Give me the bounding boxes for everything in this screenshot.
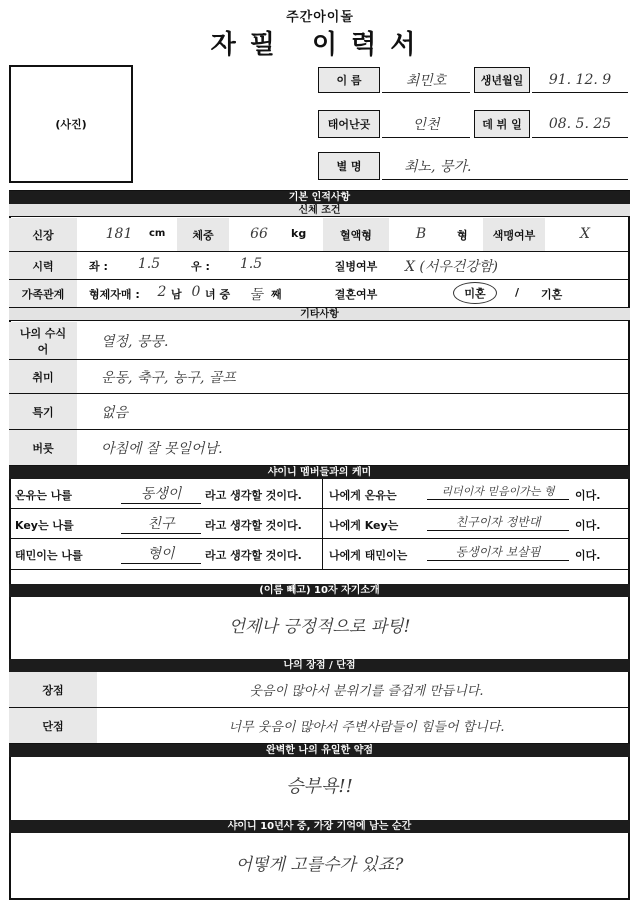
sons-count: 2 bbox=[157, 284, 167, 300]
chem-left-value: 친구 bbox=[121, 513, 201, 534]
colorblind-value: X bbox=[580, 226, 590, 242]
weakness-value: 승부욕!! bbox=[286, 776, 353, 797]
nickname-value: 최노, 뭉가. bbox=[382, 152, 628, 180]
chem-right-value: 리더이자 믿음이가는 형 bbox=[427, 483, 569, 500]
pros-label: 장점 bbox=[9, 672, 97, 707]
blood-label: 혈액형 bbox=[323, 218, 389, 251]
chem-left-label: 태민이는 나를 bbox=[15, 549, 83, 562]
sons-label: 남 bbox=[171, 288, 182, 301]
chemistry-row-2 bbox=[9, 509, 630, 539]
cons-label: 단점 bbox=[9, 708, 97, 743]
photo-placeholder bbox=[9, 65, 133, 183]
chem-left-label: 온유는 나를 bbox=[15, 489, 72, 502]
chem-right-value: 친구이자 정반대 bbox=[427, 513, 569, 531]
chem-divider bbox=[322, 539, 323, 569]
hobby-row bbox=[9, 360, 630, 394]
cons-value: 너무 웃음이 많아서 주변사람들이 힘들어 합니다. bbox=[228, 720, 505, 735]
chem-left-value: 형이 bbox=[121, 543, 201, 564]
daughters-count: 0 bbox=[191, 284, 201, 300]
chem-left-value: 동생이 bbox=[121, 483, 201, 504]
chemistry-row-3 bbox=[9, 539, 630, 570]
body-row-1 bbox=[9, 218, 630, 252]
section-memory-header: 샤이니 10년사 중, 가장 기억에 남는 순간 bbox=[9, 820, 630, 833]
modifier-row bbox=[9, 322, 630, 360]
chem-right-value: 동생이자 보살핌 bbox=[427, 543, 569, 561]
marriage-label: 결혼여부 bbox=[334, 287, 378, 301]
pros-value: 웃음이 많아서 분위기를 즐겁게 만듭니다. bbox=[249, 684, 484, 699]
marriage-single: 미혼 bbox=[453, 282, 497, 304]
nickname-label: 별 명 bbox=[318, 152, 380, 180]
chem-left-suffix: 라고 생각할 것이다. bbox=[205, 489, 302, 502]
body-row-3 bbox=[9, 280, 630, 308]
section-chemistry-header: 샤이니 멤버들과의 케미 bbox=[9, 466, 630, 479]
talent-label: 특기 bbox=[9, 394, 77, 429]
vision-left-value: 1.5 bbox=[137, 256, 161, 272]
section-basic-header: 기본 인적사항 bbox=[9, 191, 630, 204]
talent-row bbox=[9, 394, 630, 430]
birth-label: 생년월일 bbox=[474, 67, 530, 93]
chem-right-suffix: 이다. bbox=[575, 489, 601, 502]
chem-right-suffix: 이다. bbox=[575, 519, 601, 532]
vision-left-label: 좌 : bbox=[89, 260, 108, 273]
marriage-married: 기혼 bbox=[541, 288, 563, 301]
disease-label: 질병여부 bbox=[334, 259, 378, 273]
debut-value: 08. 5. 25 bbox=[532, 110, 628, 138]
talent-value: 없음 bbox=[101, 405, 129, 421]
chemistry-row-1 bbox=[9, 479, 630, 509]
weight-value: 66 bbox=[250, 226, 268, 242]
section-weakness-header: 완벽한 나의 유일한 약점 bbox=[9, 744, 630, 757]
chem-left-label: Key는 나를 bbox=[15, 519, 74, 532]
chem-left-suffix: 라고 생각할 것이다. bbox=[205, 519, 302, 532]
blood-unit: 형 bbox=[457, 229, 468, 242]
body-condition-header: 신체 조건 bbox=[9, 204, 630, 217]
hobby-value: 운동, 축구, 농구, 골프 bbox=[101, 370, 236, 386]
family-label: 가족관계 bbox=[9, 280, 77, 307]
habit-label: 버릇 bbox=[9, 430, 77, 465]
chem-right-label: 나에게 태민이는 bbox=[329, 549, 408, 562]
disease-value: X (서우건강함) bbox=[405, 259, 498, 275]
hobby-label: 취미 bbox=[9, 360, 77, 393]
height-unit: cm bbox=[149, 228, 166, 239]
siblings-label: 형제자매 : bbox=[89, 288, 140, 301]
chem-divider bbox=[322, 509, 323, 538]
chem-right-label: 나에게 온유는 bbox=[329, 489, 397, 502]
magazine-name: 주간아이돌 bbox=[286, 10, 354, 25]
vision-right-value: 1.5 bbox=[239, 256, 263, 272]
modifier-label: 나의 수식어 bbox=[9, 322, 77, 359]
daughters-label: 녀 중 bbox=[205, 288, 231, 301]
intro-value: 언제나 긍정적으로 파팅! bbox=[228, 617, 411, 637]
birth-order: 둘 bbox=[249, 287, 263, 303]
modifier-value: 열정, 뭉뭉. bbox=[101, 334, 169, 350]
section-other-header: 기타사항 bbox=[9, 308, 630, 321]
cons-row bbox=[9, 708, 630, 744]
vision-label: 시력 bbox=[9, 252, 77, 279]
debut-label: 데 뷔 일 bbox=[474, 110, 530, 138]
blood-value: B bbox=[415, 226, 427, 242]
body-row-2 bbox=[9, 252, 630, 280]
section-pros-header: 나의 장점 / 단점 bbox=[9, 659, 630, 672]
weight-unit: kg bbox=[291, 227, 307, 240]
vision-right-label: 우 : bbox=[191, 260, 210, 273]
birthplace-label: 태어난곳 bbox=[318, 110, 380, 138]
name-label: 이 름 bbox=[318, 67, 380, 93]
chem-right-suffix: 이다. bbox=[575, 549, 601, 562]
photo-label: (사진) bbox=[55, 118, 87, 131]
height-label: 신장 bbox=[9, 218, 77, 251]
pros-row bbox=[9, 672, 630, 708]
memory-value: 어떻게 고를수가 있죠? bbox=[235, 855, 404, 875]
colorblind-label: 색맹여부 bbox=[483, 218, 545, 251]
birth-value: 91. 12. 9 bbox=[532, 67, 628, 93]
weight-label: 체중 bbox=[177, 218, 229, 251]
chem-divider bbox=[322, 479, 323, 508]
section-intro-header: (이름 빼고) 10자 자기소개 bbox=[9, 584, 630, 597]
page-title: 자필 이력서 bbox=[210, 30, 430, 60]
habit-value: 아침에 잘 못일어남. bbox=[101, 441, 223, 457]
chem-left-suffix: 라고 생각할 것이다. bbox=[205, 549, 302, 562]
height-value: 181 bbox=[105, 226, 133, 242]
marriage-separator: / bbox=[515, 286, 520, 299]
name-value: 최민호 bbox=[382, 67, 470, 93]
habit-row bbox=[9, 430, 630, 466]
birthplace-value: 인천 bbox=[382, 110, 470, 138]
order-label: 째 bbox=[271, 288, 282, 301]
chem-right-label: 나에게 Key는 bbox=[329, 519, 399, 532]
